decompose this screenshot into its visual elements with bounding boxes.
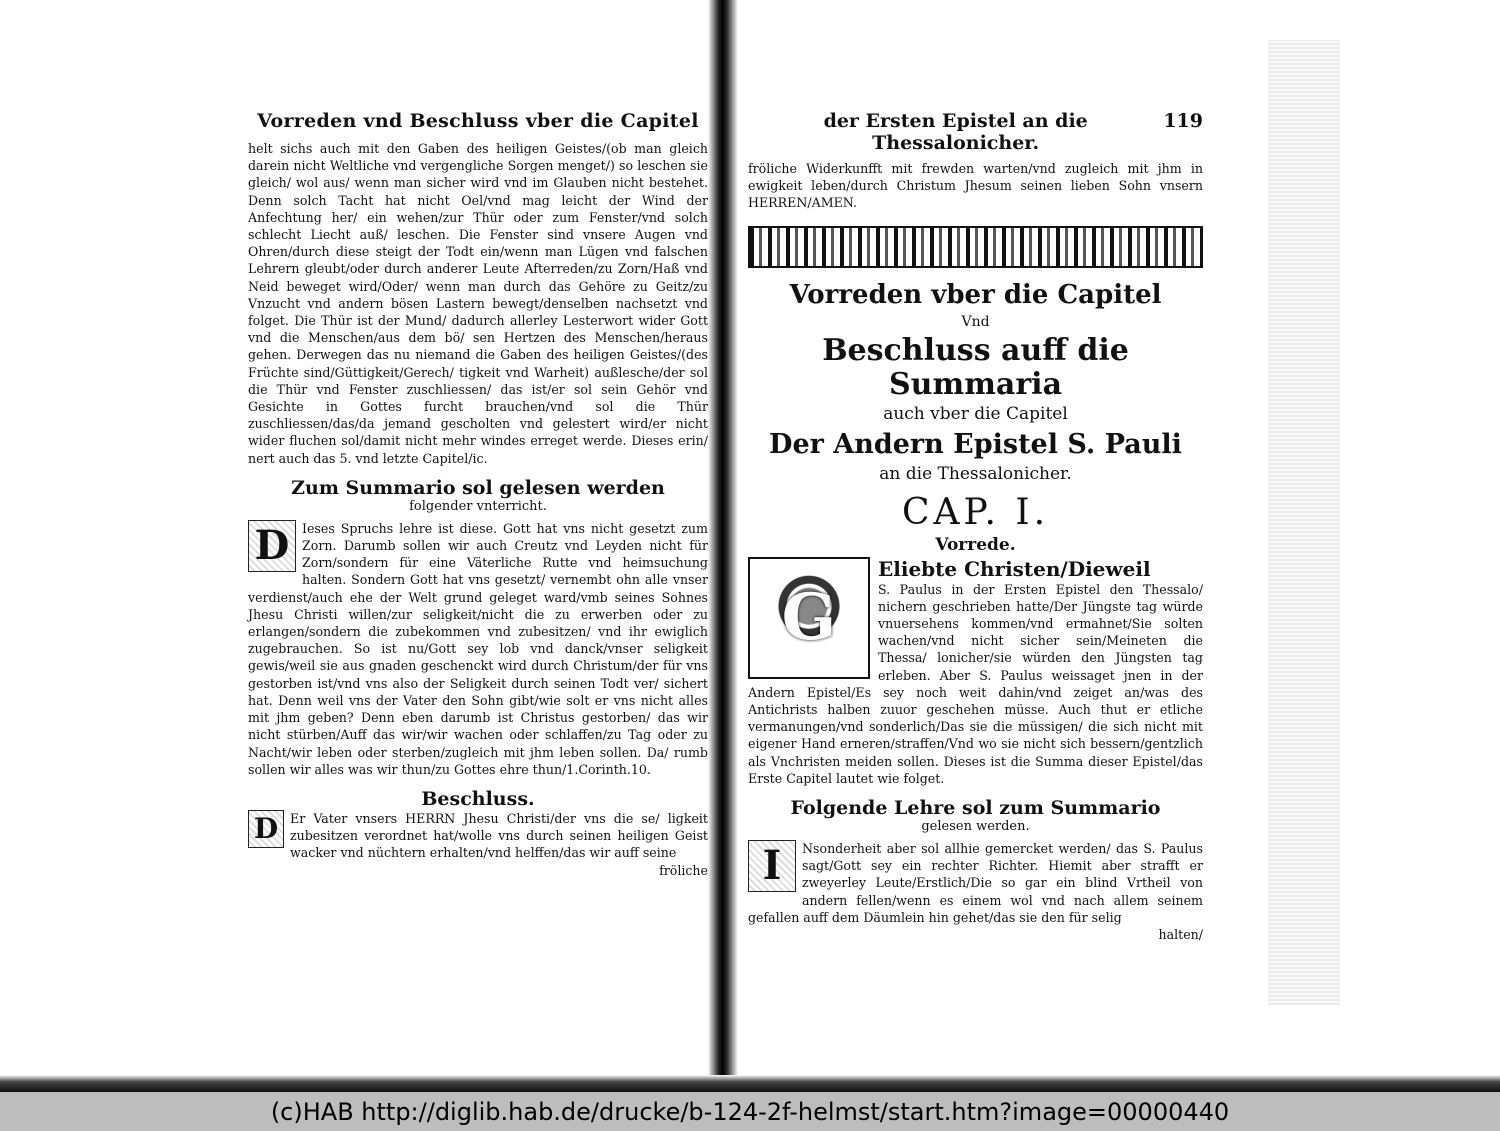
right-paragraph-3-text: Nsonderheit aber sol allhie gemercket werden/ das S. Paulus sagt/Gott sey ein rechter Richter. Hiemit aber strafft er zweyerley Leute/Erstlich/Die so gar ein blind Vrtheil von andern fellen/wenn es einem wol vnd nach allem seinem gefallen auff dem Däumlein hin gehet/das sie den für selig bbox=[748, 841, 1203, 925]
title-und: Vnd bbox=[961, 313, 990, 330]
title-line-1: Vorreden vber die Capitel bbox=[789, 279, 1162, 310]
left-subheading-summario: folgender vnterricht. bbox=[409, 498, 547, 514]
left-paragraph-1: helt sichs auch mit den Gaben des heiligen Geistes/(ob man gleich darein nicht Weltliche vnd vergengliche Sorgen menget/) so leschen sie gleich/ wol aus/ wenn man sicher wird vnd im Glauben nicht bestehet. Denn solch Tacht hat nicht Oel/vnd mag leicht der Wind der Anfechtung her/ ein wehen/zur Thür oder zum Fenster/vnd solch schlecht Liecht auß/ leschen. Die Fenster sind vnsere Augen vnd Ohren/durch diese steigt der Todt ein/wenn man Lügen vnd falschen Lehrern gleubt/oder durch anderer Leute Afterreden/zu Zorn/Haß vnd Neid beweget wird/Oder/ wenn man durch das Gehöre zu Geitz/zu Vnzucht vnd andern bösen Lastern bewegt/denselben nachsetzt vnd folget. Die Thür ist der Mund/ dadurch allerley Lesterwort wider Gott vnd die Menschen/aus dem bö/ sen Hertzen des Menschen/heraus gehen. Derwegen das nu niemand die Gaben des heiligen Geistes/(des Früchte sind/Güttigkeit/Gerech/ tigkeit vnd Warheit) außlesche/der sol die Thür vnd Fenster zuschliessen/ das ist/er sol sein Gehör vnd Gesichte in Gottes furcht brauchen/vnd sol die Thür zuschliessen/das/da jemand gescholten vnd gelestert wird/er nicht wider fluchen sol/damit nicht mehr windes erreget werde. Dieses erin/ nert auch das 5. vnd letzte Capitel/ic. bbox=[248, 141, 708, 466]
scan-bottom-edge bbox=[0, 1075, 1500, 1092]
drop-cap-d: D bbox=[248, 520, 296, 572]
running-head-right-title: der Ersten Epistel an die Thessalonicher. bbox=[823, 110, 1088, 154]
left-heading-summario: Zum Summario sol gelesen werden bbox=[291, 476, 665, 499]
ornamental-border bbox=[748, 226, 1203, 268]
woodcut-initial-g: G bbox=[748, 557, 870, 679]
left-catchword: fröliche bbox=[659, 862, 708, 878]
folio-number: 119 bbox=[1163, 110, 1203, 132]
right-catchword: halten/ bbox=[1158, 927, 1203, 943]
title-line-4: Der Andern Epistel S. Pauli bbox=[769, 428, 1182, 460]
title-line-2: Beschluss auff die Summaria bbox=[822, 332, 1129, 402]
left-paragraph-2 bbox=[248, 520, 708, 778]
right-subheading-lehre: gelesen werden. bbox=[921, 819, 1030, 835]
vorrede-label: Vorrede. bbox=[935, 534, 1016, 555]
right-page bbox=[748, 110, 1203, 943]
attribution-text: (c)HAB http://diglib.hab.de/drucke/b-124-2f-helmst/start.htm?image=00000440 bbox=[270, 1097, 1230, 1126]
chapter-number: CAP. I. bbox=[901, 491, 1050, 533]
left-paragraph-3-text: Er Vater vnsers HERRN Jhesu Christi/der vns die se/ ligkeit zubesitzen verordnet hat/wolle vns durch seinen heiligen Geist wacker vnd nüchtern erhalten/vnd helffen/das wir auff seine bbox=[290, 810, 708, 861]
right-paragraph-2-text: S. Paulus in der Ersten Epistel den Thessalo/ nichern geschrieben hatte/Der Jüngste tag würde vnuersehens kommen/vnd ermahnet/Sie solten wachen/vnd nicht sicher sein/Meineten die Thessa/ lonicher/sie würden den Jüngsten tag erleben. Aber S. Paulus weissaget jnen in der Andern Epistel/Es sey noch weit dahin/vnd zeiget an/was des Antichrists halben zuuor geschehen müsse. Auch thut er etliche vermanungen/vnd sonderlich/Das sie die müssigen/ die sich nicht mit eigener Hand erneren/straffen/Vnd wo sie nicht sich bessern/gentzlich als Vnchristen meiden sollen. Dieses ist die Summa dieser Epistel/das Erste Capitel lautet wie folget. bbox=[748, 581, 1203, 786]
attribution-bar bbox=[0, 1092, 1500, 1131]
drop-cap-i: I bbox=[748, 840, 796, 892]
running-head-left: Vorreden vnd Beschluss vber die Capitel bbox=[257, 110, 699, 132]
book-gutter bbox=[708, 0, 738, 1092]
right-heading-lehre: Folgende Lehre sol zum Summario bbox=[790, 797, 1161, 820]
left-page bbox=[248, 110, 708, 879]
right-first-line: Eliebte Christen/Dieweil bbox=[878, 556, 1151, 581]
right-paragraph-1: fröliche Widerkunfft mit frewden warten/vnd zugleich mit jhm in ewigkeit leben/durch Christum Jhesum seinen lieben Sohn vnsern HERREN/AMEN. bbox=[748, 161, 1203, 211]
title-line-3: auch vber die Capitel bbox=[883, 403, 1068, 424]
left-paragraph-3 bbox=[248, 810, 708, 862]
right-paragraph-3 bbox=[748, 840, 1203, 926]
page-edges bbox=[1268, 40, 1340, 1005]
title-line-5: an die Thessalonicher. bbox=[879, 463, 1072, 484]
right-paragraph-2 bbox=[748, 557, 1203, 787]
running-head-right bbox=[748, 110, 1203, 154]
drop-cap-d-2: D bbox=[248, 810, 284, 848]
left-paragraph-2-text: Ieses Spruchs lehre ist diese. Gott hat vns nicht gesetzt zum Zorn. Darumb sollen wir auch Creutz vnd Leyden nicht für Zorn/sondern für eine Väterliche Rutte vnd heimsuchung halten. Sondern Gott hat vns gesetzt/ vernembt ohn alle vnser verdienst/auch ehe der Welt grund geleget ward/vmb seines Sohnes Jhesu Christi willen/zur seligkeit/nicht die zu erwerben oder zu erlangen/sondern die zubekommen vnd zubesitzen/ vnd ihr ewiglich zugebrauchen. So ist nu/Gott sey lob vnd danck/vnser seligkeit gewis/weil sie aus gnaden geschenckt wird durch Christum/der für vns gestorben ist/vnd vns also der Seligkeit durch seinen Todt ver/ sichert hat. Denn weil vns der Vater den Sohn gibt/wie solt er vns nicht alles mit jhm geben? Denn eben darumb ist Christus gestorben/ das wir nicht stürben/Auff das wir/wir wachen oder schlaffen/zu Tag oder zu Nacht/wir leben oder sterben/zugleich mit jhm leben sollen. Da/ rumb sollen wir alles was wir thun/zu Gottes ehre thun/1.Corinth.10. bbox=[248, 520, 708, 777]
left-heading-beschluss: Beschluss. bbox=[421, 787, 535, 810]
